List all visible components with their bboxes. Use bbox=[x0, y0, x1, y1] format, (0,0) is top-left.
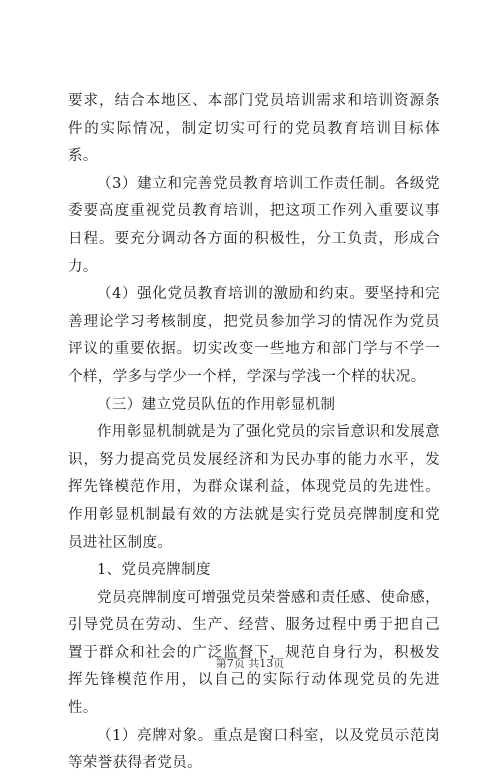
paragraph-responsibility-system: （3）建立和完善党员教育培训工作责任制。各级党委要高度重视党员教育培训，把这项工作列入重要议事日程。要充分调动各方面的积极性，分工负责，形成合力。 bbox=[68, 175, 440, 275]
document-body bbox=[68, 88, 440, 778]
page-number-footer: 第7页 共13页 bbox=[215, 657, 285, 670]
paragraph-training-targets: 要求，结合本地区、本部门党员培训需求和培训资源条件的实际情况，制定切实可行的党员教育培训目标体系。 bbox=[68, 93, 440, 165]
paragraph-badge-targets: （1）亮牌对象。重点是窗口科室，以及党员示范岗等荣誉获得者党员。 bbox=[68, 727, 440, 772]
paragraph-badge-system: 党员亮牌制度可增强党员荣誉感和责任感、使命感，引导党员在劳动、生产、经营、服务过程中勇于把自己置于群众和社会的广泛监督下，规范自身行为，积极发挥先锋模范作用，以自己的实际行动体现党员的先进性。 bbox=[68, 589, 440, 717]
paragraph-incentives-constraints: （4）强化党员教育培训的激励和约束。要坚持和完善理论学习考核制度，把党员参加学习的情况作为党员评议的重要依据。切实改变一些地方和部门学与不学一个样，学多与学少一个样，学深与学浅一个样的状况。 bbox=[68, 286, 440, 385]
section-heading-role-mechanism: （三）建立党员队伍的作用彰显机制 bbox=[97, 396, 336, 413]
subheading-badge-system: 1、党员亮牌制度 bbox=[97, 562, 211, 579]
paragraph-role-mechanism: 作用彰显机制就是为了强化党员的宗旨意识和发展意识，努力提高党员发展经济和为民办事的能力水平，发挥先锋模范作用，为群众谋利益，体现党员的先进性。作用彰显机制最有效的方法就是实行党员亮牌制度和党员进社区制度。 bbox=[68, 424, 440, 551]
